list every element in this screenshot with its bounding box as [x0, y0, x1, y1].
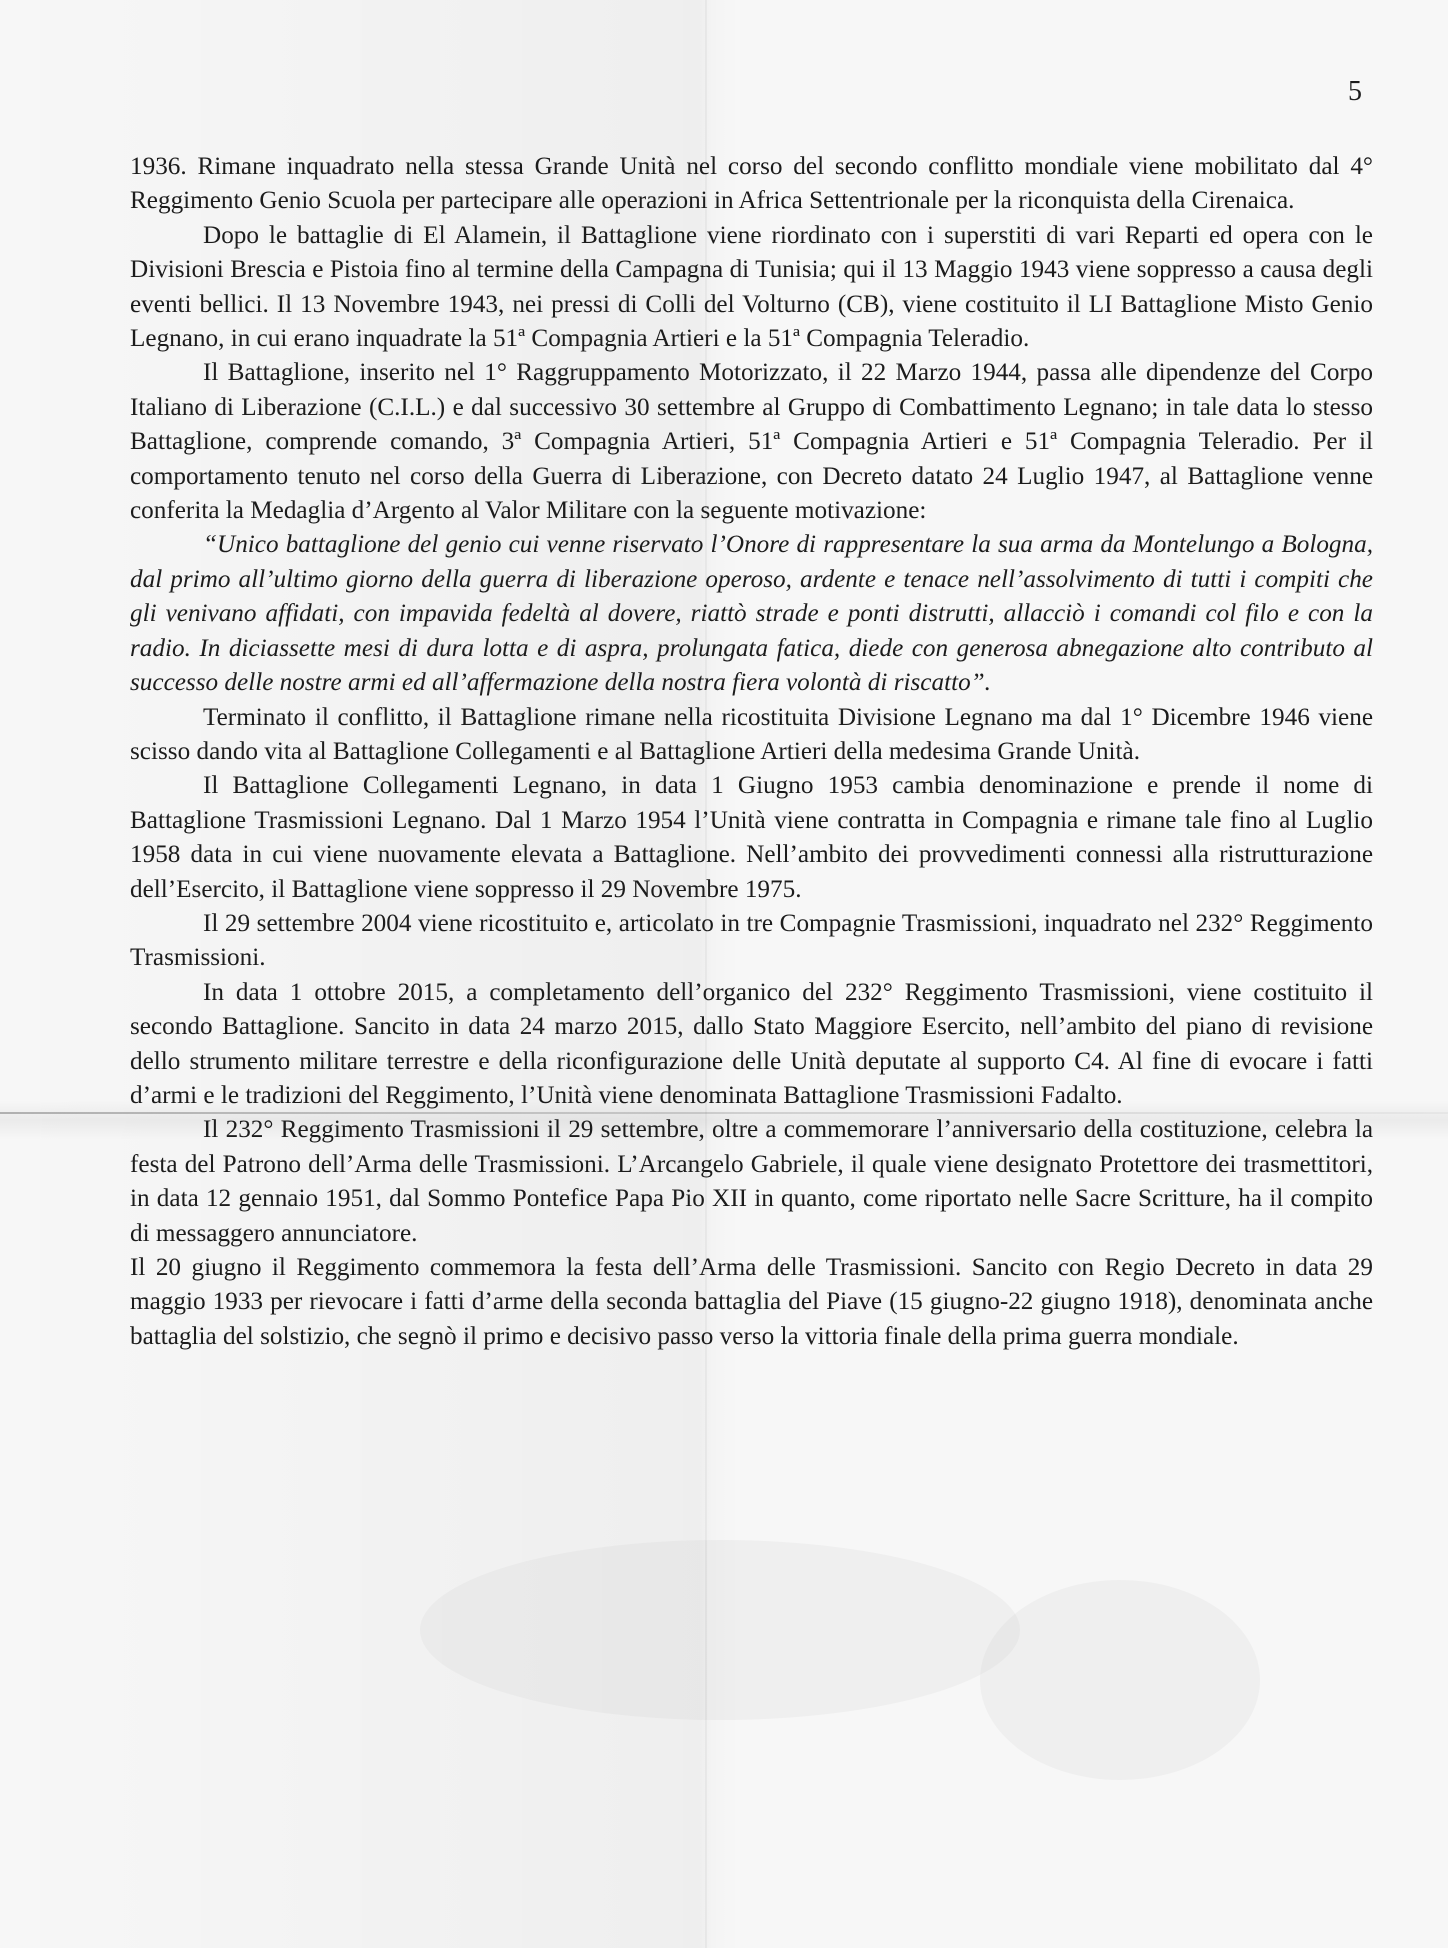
paragraph: 1936. Rimane inquadrato nella stessa Grande Unità nel corso del secondo conflitto mondiale viene mobilitato dal 4° Reggimento Genio Scuola per partecipare alle operazioni in Africa Settentrionale per la riconquista della Cirenaica.	[130, 153, 1373, 215]
paragraph: Dopo le battaglie di El Alamein, il Battaglione viene riordinato con i superstiti di vari Reparti ed opera con le Divisioni Brescia e Pistoia fino al termine della Campagna di Tunisia; qui il 13 Maggio 1943 viene soppresso a causa degli eventi bellici. Il 13 Novembre 1943, nei pressi di Colli del Volturno (CB), viene costituito il LI Battaglione Misto Genio Legnano, in cui erano inquadrate la 51ª Compagnia Artieri e la 51ª Compagnia Teleradio.	[130, 221, 1373, 353]
page-number: 5	[1348, 76, 1362, 107]
paragraph: Il 232° Reggimento Trasmissioni il 29 settembre, oltre a commemorare l’anniversario della costituzione, celebra la festa del Patrono dell’Arma delle Trasmissioni. L’Arcangelo Gabriele, il quale viene designato Protettore dei trasmettitori, in data 12 gennaio 1951, dal Sommo Pontefice Papa Pio XII in quanto, come riportato nelle Sacre Scritture, ha il compito di messaggero annunciatore.	[130, 1116, 1373, 1247]
scan-smudge	[980, 1580, 1260, 1780]
citation-quote: “Unico battaglione del genio cui venne riservato l’Onore di rappresentare la sua arma da Montelungo a Bologna, dal primo all’ultimo giorno della guerra di liberazione operoso, ardente e tenace nell’assolvimento di tutti i compiti che gli venivano affidati, con impavida fedeltà al dovere, riattò strade e ponti distrutti, allacciò i comandi col filo e con la radio. In diciassette mesi di dura lotta e di aspra, prolungata fatica, diede con generosa abnegazione alto contributo al successo delle nostre armi ed all’affermazione della nostra fiera volontà di riscatto”.	[130, 531, 1373, 697]
document-body	[130, 150, 1373, 1354]
paragraph: Terminato il conflitto, il Battaglione rimane nella ricostituita Divisione Legnano ma dal 1° Dicembre 1946 viene scisso dando vita al Battaglione Collegamenti e al Battaglione Artieri della medesima Grande Unità.	[130, 703, 1373, 765]
paragraph: In data 1 ottobre 2015, a completamento dell’organico del 232° Reggimento Trasmissioni, viene costituito il secondo Battaglione. Sancito in data 24 marzo 2015, dallo Stato Maggiore Esercito, nell’ambito del piano di revisione dello strumento militare terrestre e della riconfigurazione delle Unità deputate al supporto C4. Al fine di evocare i fatti d’armi e le tradizioni del Reggimento, l’Unità viene denominata Battaglione Trasmissioni Fadalto.	[130, 978, 1373, 1109]
paragraph: Il Battaglione Collegamenti Legnano, in data 1 Giugno 1953 cambia denominazione e prende il nome di Battaglione Trasmissioni Legnano. Dal 1 Marzo 1954 l’Unità viene contratta in Compagnia e rimane tale fino al Luglio 1958 data in cui viene nuovamente elevata a Battaglione. Nell’ambito dei provvedimenti connessi alla ristrutturazione dell’Esercito, il Battaglione viene soppresso il 29 Novembre 1975.	[130, 772, 1373, 903]
paragraph: Il 29 settembre 2004 viene ricostituito e, articolato in tre Compagnie Trasmissioni, inquadrato nel 232° Reggimento Trasmissioni.	[130, 909, 1373, 972]
paragraph: Il 20 giugno il Reggimento commemora la festa dell’Arma delle Trasmissioni. Sancito con Regio Decreto in data 29 maggio 1933 per rievocare i fatti d’arme della seconda battaglia del Piave (15 giugno-22 giugno 1918), denominata anche battaglia del solstizio, che segnò il primo e decisivo passo verso la vittoria finale della prima guerra mondiale.	[130, 1254, 1373, 1350]
scan-smudge	[420, 1540, 1020, 1720]
paragraph: Il Battaglione, inserito nel 1° Raggruppamento Motorizzato, il 22 Marzo 1944, passa alle dipendenze del Corpo Italiano di Liberazione (C.I.L.) e dal successivo 30 settembre al Gruppo di Combattimento Legnano; in tale data lo stesso Battaglione, comprende comando, 3ª Compagnia Artieri, 51ª Compagnia Artieri e 51ª Compagnia Teleradio. Per il comportamento tenuto nel corso della Guerra di Liberazione, con Decreto datato 24 Luglio 1947, al Battaglione venne conferita la Medaglia d’Argento al Valor Militare con la seguente motivazione:	[130, 359, 1373, 525]
